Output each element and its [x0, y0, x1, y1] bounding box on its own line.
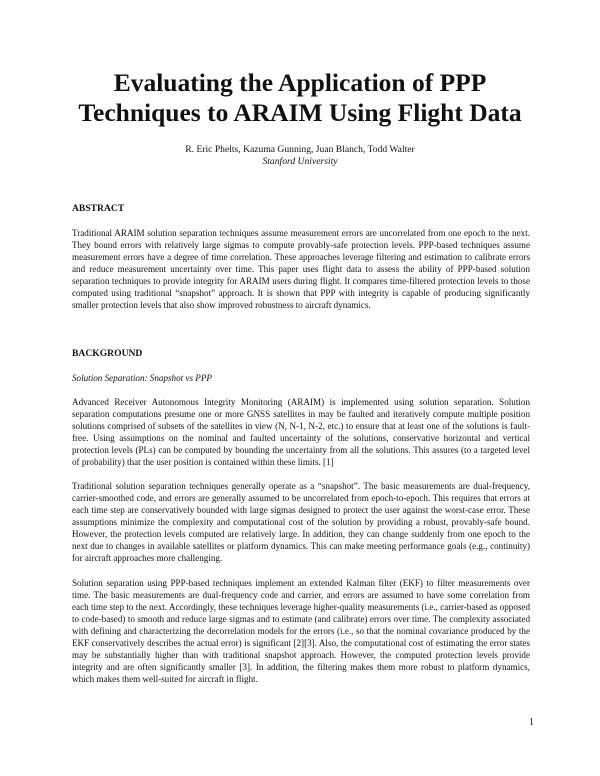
background-paragraph-1: Advanced Receiver Autonomous Integrity Monitoring (ARAIM) is implemented using solution separation. Solution separation computations presume one or more GNSS satellites in may be faulted and iteratively compute multiple position solutions comprised of subsets of the satellites in view (N, N-1, N-2, etc.) to ensure that at least one of the solutions is fault-free. Using assumptions on the nominal and faulted uncertainty of the solutions, conservative horizontal and vertical protection levels (PLs) can be computed by bounding the uncertainty from all the solutions. This assures (to a targeted level of probability) that the user position is contained within these limits. [1]	[72, 397, 530, 468]
title-line-1: Evaluating the Application of PPP	[113, 68, 487, 97]
affiliation: Stanford University	[262, 156, 338, 167]
background-paragraph-2: Traditional solution separation techniques generally operate as a “snapshot”. The basic measurements are dual-frequency, carrier-smoothed code, and errors are generally assumed to be uncorrelated from epoch-to-epoch. This requires that errors at each time step are conservatively bounded with large sigmas designed to protect the user against the worst-case error. These assumptions minimize the complexity and computational cost of the solution by providing a robust, provably-safe bound. However, the protection levels computed are relatively large. In addition, they can change suddenly from one epoch to the next due to changes in available satellites or platform dynamics. This can make meeting performance goals (e.g., continuity) for aircraft approaches more challenging.	[72, 481, 530, 564]
background-paragraph-3: Solution separation using PPP-based techniques implement an extended Kalman filter (EKF) to filter measurements over time. The basic measurements are dual-frequency code and carrier, and errors are assumed to have some correlation from each time step to the next. Accordingly, these techniques leverage higher-quality measurements (i.e., carrier-based as opposed to code-based) to smooth and reduce large sigmas and to estimate (and calibrate) errors over time. The complexity associated with defining and characterizing the decorrelation models for the errors (i.e., so that the nominal covariance produced by the EKF conservatively describes the actual error) is significant [2][3]. Also, the computational cost of estimating the error states may be substantially higher than with traditional snapshot approach. However, the computed protection levels provide integrity and are often significantly smaller [3]. In addition, the filtering makes them more robust to platform dynamics, which makes them well-suited for aircraft in flight.	[72, 578, 530, 685]
authors: R. Eric Phelts, Kazuma Gunning, Juan Blanch, Todd Walter	[185, 144, 415, 155]
background-heading: BACKGROUND	[72, 348, 143, 359]
page-number: 1	[529, 717, 534, 728]
abstract-text: Traditional ARAIM solution separation techniques assume measurement errors are uncorrelated from one epoch to the next. They bound errors with relatively large sigmas to compute provably-safe protection levels. PPP-based techniques assume measurement errors have a degree of time correlation. These approaches leverage filtering and estimation to calibrate errors and reduce measurement uncertainty over time. This paper uses flight data to assess the ability of PPP-based solution separation techniques to provide integrity for ARAIM users during flight. It compares time-filtered protection levels to those computed using traditional “snapshot” approach. It is shown that PPP with integrity is capable of producing significantly smaller protection levels that also show improved robustness to aircraft dynamics.	[72, 228, 530, 311]
title-line-2: Techniques to ARAIM Using Flight Data	[78, 98, 522, 127]
background-subheading: Solution Separation: Snapshot vs PPP	[72, 373, 212, 383]
paper-title	[40, 68, 560, 128]
abstract-heading: ABSTRACT	[72, 203, 125, 214]
